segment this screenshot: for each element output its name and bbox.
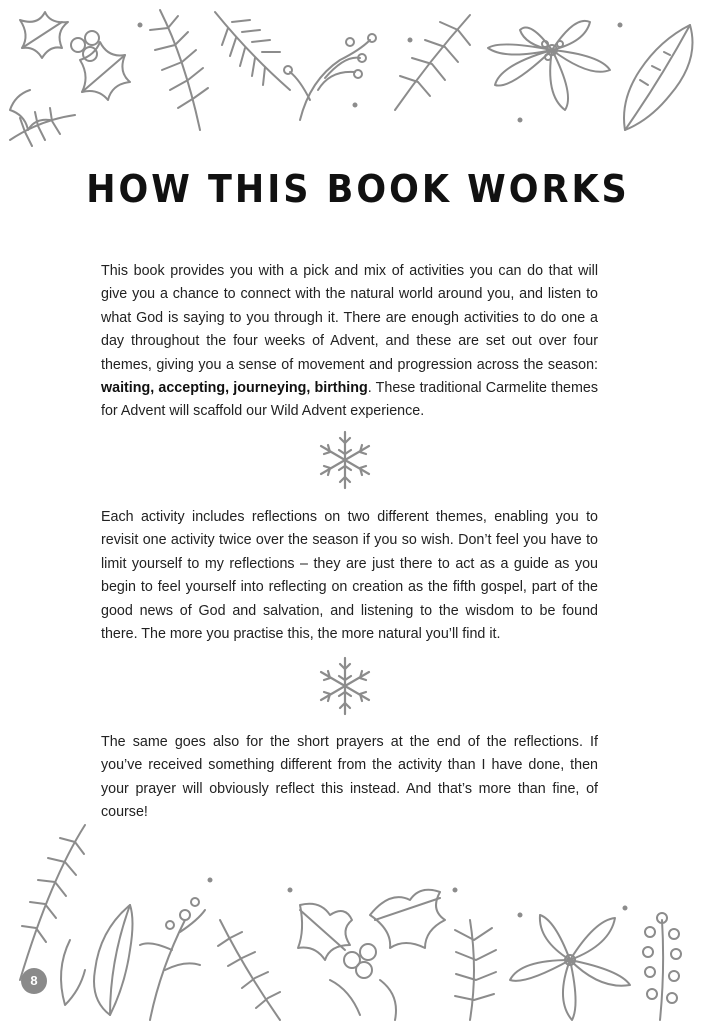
pine-branch-icon	[150, 10, 208, 130]
activity-paragraph: Each activity includes reflections on two different themes, enabling you to revisit one activity twice over the season if you so wish. Don’t feel you have to limit yourself to my reflections – they are just there to act as a guide as you begin to feel yourself into reflecting on creation as the fifth gospel, part of the good news of God and salvation, and listening to the wisdom to be found there. The more you practise this, the more natural you’ll find it.	[101, 509, 598, 643]
poinsettia-icon	[488, 21, 610, 110]
berry-sprig-icon	[140, 898, 205, 1020]
pine-branch-icon	[10, 108, 75, 146]
page-number-badge: 8	[21, 968, 47, 994]
holly-icon	[298, 890, 445, 1020]
snowflake-icon	[313, 654, 377, 718]
poinsettia-icon	[510, 915, 630, 1020]
pine-branch-icon	[215, 12, 290, 90]
leaf-icon	[624, 25, 693, 130]
snowflake-icon	[313, 428, 377, 492]
intro-text: This book provides you with a pick and mix of activities you can do that will give you a chance to connect with the natural world around you, and listen to what God is saying to you through it. There are enough activities to do one a day throughout the four weeks of Advent, and these are set out over four themes, giving you a sense of movement and progression across the season:	[101, 263, 598, 373]
holly-icon	[10, 12, 130, 130]
themes-list: waiting, accepting, journeying, birthing	[101, 380, 368, 397]
pine-branch-icon	[218, 920, 280, 1020]
pine-branch-icon	[395, 15, 470, 110]
pine-branch-icon	[455, 920, 496, 1020]
berry-sprig-icon	[284, 34, 376, 120]
page-title: HOW THIS BOOK WORKS	[86, 168, 630, 212]
intro-paragraph	[101, 260, 598, 424]
leaf-icon	[61, 905, 133, 1015]
berry-sprig-icon	[643, 913, 681, 1020]
bottom-botanical-border	[0, 820, 716, 1024]
intro-outro: . These traditional Carmelite themes for Advent will scaffold our Wild Advent experience.	[101, 380, 599, 420]
prayer-paragraph: The same goes also for the short prayers at the end of the reflections. If you’ve received something different from the activity than I have done, then your prayer will obviously reflect this instead. And that’s more than fine, of course!	[101, 734, 598, 821]
pine-branch-icon	[20, 825, 85, 980]
top-botanical-border	[0, 0, 716, 150]
